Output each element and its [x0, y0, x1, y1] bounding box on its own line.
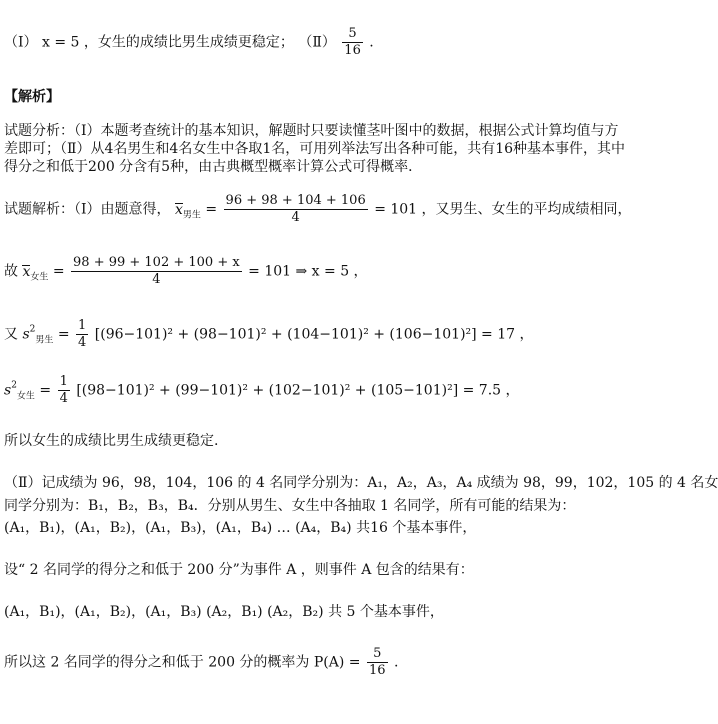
answer-fraction-denominator: 16	[344, 43, 361, 58]
solution-intro: 试题解析：（Ⅰ）由题意得，	[4, 201, 171, 218]
female-variance-subscript: 女生	[16, 391, 35, 402]
final-fraction-denominator: 16	[368, 663, 386, 678]
event-definition: 设“ 2 名同学的得分之和低于 200 分”为事件 A ，则事件 A 包含的结果有：	[4, 562, 474, 578]
conclusion-part1: 所以女生的成绩比男生成绩更稳定.	[4, 433, 219, 449]
female-variance-expression: [(98−101)² + (99−101)² + (102−101)² + (105−101)²] = 7.5 ，	[76, 382, 520, 399]
male-subscript: 男生	[182, 210, 201, 221]
female-mean-line: 故 $x_{女生}$ = $\frac{98 + 99 + 102 + 100 + x}{4}$ = 101 ⇒ x = 5 ，	[4, 255, 368, 287]
male-variance-line: 又 $s^2_{男生}$ = $\frac{1}{4}$ [(96−101)² + (98−101)² + (104−101)² + (106−101)²] = 17 ，	[4, 318, 534, 350]
male-variance-expression: [(96−101)² + (98−101)² + (104−101)² + (106−101)²] = 17 ，	[94, 326, 534, 343]
answer-part1-label: （Ⅰ）	[4, 34, 38, 51]
female-mean-fraction	[71, 255, 242, 288]
female-subscript: 女生	[30, 272, 49, 283]
female-mean-denominator: 4	[152, 272, 161, 287]
female-variance-denominator: 4	[59, 391, 68, 406]
female-mean-prefix: 故	[4, 263, 18, 280]
part2-line3: (A₁，B₁)，(A₁，B₂)，(A₁，B₃)，(A₁，B₄) … (A₄，B₄) 共16 个基本事件，	[4, 520, 477, 536]
part2-line1: （Ⅱ）记成绩为 96，98，104，106 的 4 名同学分别为：A₁，A₂，A₃，A₄ 成绩为 98，99，102，105 的 4 名女	[4, 475, 718, 491]
answer-probability-fraction	[342, 26, 363, 59]
answer-line	[4, 26, 374, 59]
answer-part2-label: （Ⅱ）	[298, 34, 336, 51]
final-period: .	[393, 654, 399, 671]
final-probability-fraction	[367, 646, 388, 679]
female-mean-result: = 101 ⇒ x = 5 ，	[248, 263, 368, 280]
final-probability-line	[4, 646, 398, 679]
male-mean-denominator: 4	[291, 210, 300, 225]
male-variance-fraction	[76, 318, 88, 351]
event-outcomes: (A₁，B₁)，(A₁，B₂)，(A₁，B₃) (A₂，B₁) (A₂，B₂) 共 5 个基本事件，	[4, 604, 444, 620]
answer-fraction-numerator: 5	[342, 26, 363, 43]
female-variance-fraction	[58, 374, 70, 407]
male-mean-result: = 101 ，又男生、女生的平均成绩相同，	[374, 201, 632, 218]
male-mean-fraction	[224, 193, 368, 226]
female-variance-numerator: 1	[59, 374, 68, 389]
answer-part1-text: x = 5 ，女生的成绩比男生成绩更稳定；	[41, 34, 294, 51]
male-variance-prefix: 又	[4, 326, 18, 343]
final-fraction-numerator: 5	[367, 646, 388, 663]
female-mean-numerator: 98 + 99 + 102 + 100 + x	[73, 255, 240, 270]
final-probability-prefix: 所以这 2 名同学的得分之和低于 200 分的概率为 P(A) =	[4, 654, 361, 671]
male-variance-denominator: 4	[78, 335, 87, 350]
answer-period: .	[369, 34, 374, 51]
male-variance-numerator: 1	[78, 318, 87, 333]
female-variance-line: $s^2_{女生}$ = $\frac{1}{4}$ [(98−101)² + (99−101)² + (102−101)² + (105−101)²] = 7.5 ，	[4, 374, 520, 406]
analysis-overview: 试题分析：（Ⅰ）本题考查统计的基本知识，解题时只要读懂茎叶图中的数据，根据公式计算均值与方差即可；（Ⅱ）从4名男生和4名女生中各取1名，可用列举法写出各种可能，共有16种基本事件，其中得分之和低于200 分含有5种，由古典概型概率计算公式可得概率．	[4, 123, 626, 175]
mean-symbol-female: x	[22, 263, 31, 280]
analysis-header: 【解析】	[4, 89, 60, 105]
male-mean-numerator: 96 + 98 + 104 + 106	[225, 193, 366, 208]
male-mean-line: 试题解析：（Ⅰ）由题意得， $x_{男生}$ = $\frac{96 + 98 + 104 + 106}{4}$ = 101 ，又男生、女生的平均成绩相同，	[4, 193, 632, 225]
mean-symbol-male: x	[174, 201, 183, 218]
part2-line2: 同学分别为：B₁，B₂，B₃，B₄．分别从男生、女生中各抽取 1 名同学，所有可能的结果为：	[4, 498, 576, 514]
male-variance-subscript: 男生	[35, 335, 54, 346]
